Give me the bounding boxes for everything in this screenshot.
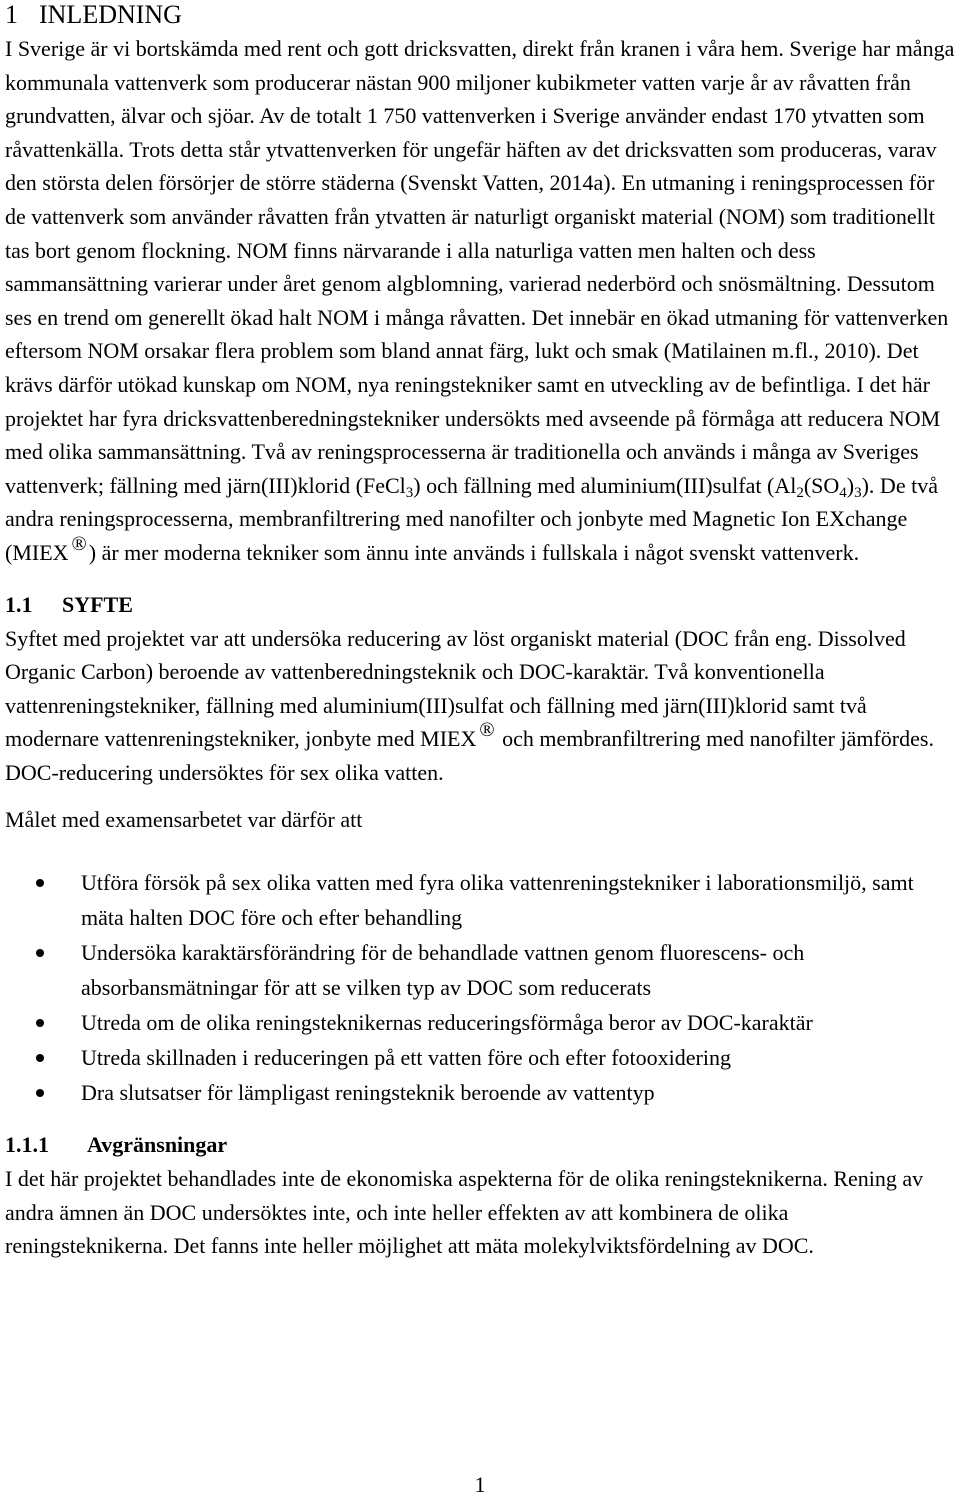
list-item: [5, 865, 955, 935]
intro-paragraph: [5, 32, 955, 570]
page-number: 1: [474, 1472, 486, 1497]
bullet-icon: [36, 1019, 44, 1027]
intro-text-5: ). De två andra reningsprocesserna, membranfiltrering med nanofilter och jonbyte med Magnetic Ion EXchange (MIEX: [5, 472, 938, 565]
list-item-text: Undersöka karaktärsförändring för de behandlade vattnen genom fluorescens- och absorbansmätningar för att se vilken typ av DOC som reducerats: [81, 940, 805, 1001]
goal-intro: Målet med examensarbetet var därför att: [5, 807, 363, 833]
subsection-number: 1.1: [5, 591, 33, 617]
subsection-heading: [5, 588, 955, 622]
registered-mark: ®: [479, 719, 495, 742]
purpose-text-1: Syftet med projektet var att undersöka reducering av löst organiskt material (DOC från eng. Dissolved Organic Carbon) beroende av vattenberedningsteknik och DOC-karaktär. Två konventionella vattenreningstekniker, fällning med aluminium(III)sulfat och fällning med järn(III)klorid samt två modernare vattenreningstekniker, jonbyte med MIEX: [5, 625, 906, 752]
list-item-text: Utföra försök på sex olika vatten med fyra olika vattenreningstekniker i laborationsmiljö, samt mäta halten DOC före och efter behandling: [81, 870, 914, 931]
document-page: [5, 0, 955, 1263]
list-item: [5, 1005, 955, 1040]
limitations-paragraph: I det här projektet behandlades inte de ekonomiska aspekterna för de olika reningsteknikerna. Rening av andra ämnen än DOC undersöktes inte, och inte heller effekten av att kombinera de olika reningsteknikerna. Det fanns inte heller möjlighet att mäta molekylviktsfördelning av DOC.: [5, 1166, 924, 1259]
list-item-text: Dra slutsatser för lämpligast reningsteknik beroende av vattentyp: [81, 1080, 655, 1106]
subscript: 4: [839, 484, 847, 501]
subscript: 2: [796, 484, 804, 501]
purpose-text-2: och membranfiltrering med nanofilter jämfördes. DOC-reducering undersöktes för sex olika vatten.: [5, 726, 934, 785]
subscript: 3: [405, 484, 414, 501]
section-number: 1: [5, 0, 18, 29]
bullet-icon: [36, 949, 44, 957]
intro-text-4: ): [846, 472, 855, 498]
list-item: [5, 1075, 955, 1110]
section-title: INLEDNING: [39, 0, 182, 29]
subsection-title: SYFTE: [62, 591, 133, 617]
intro-text-3: (SO: [803, 472, 840, 498]
registered-mark: ®: [71, 532, 87, 555]
list-item-text: Utreda om de olika reningsteknikernas reduceringsförmåga beror av DOC-karaktär: [81, 1010, 813, 1036]
list-item: [5, 935, 955, 1005]
subscript: 3: [854, 484, 862, 501]
bullet-icon: [36, 879, 44, 887]
subsubsection-number: 1.1.1: [5, 1132, 49, 1158]
bullet-icon: [36, 1089, 44, 1097]
goal-list: [5, 865, 955, 1110]
purpose-paragraph: [5, 622, 955, 790]
intro-text-1: I Sverige är vi bortskämda med rent och gott dricksvatten, direkt från kranen i våra hem. Sverige har många kommunala vattenverk som producerar nästan 900 miljoner kubikmeter vatten varje år av råvatten från grundvatten, älvar och sjöar. Av de totalt 1 750 vattenverken i Sverige använder endast 170 ytvatten som råvattenkälla. Trots detta står ytvattenverken för ungefär häften av det dricksvatten som produceras, varav den största delen försörjer de större städerna (Svenskt Vatten, 2014a). En utmaning i reningsprocessen för de vattenverk som använder råvatten från ytvatten är naturligt organiskt material (NOM) som traditionellt tas bort genom flockning. NOM finns närvarande i alla naturliga vatten men halten och dess sammansättning varierar under året genom algblomning, varierad nederbörd och snösmältning. Dessutom ses en trend om generellt ökad halt NOM i många råvatten. Det innebär en ökad utmaning för vattenverken eftersom NOM orsakar flera problem som bland annat färg, lukt och smak (Matilainen m.fl., 2010). Det krävs därför utökad kunskap om NOM, nya reningstekniker samt en utveckling av de befintliga. I det här projektet har fyra dricksvattenberedningstekniker undersökts med avseende på förmåga att reducera NOM med olika sammansättning. Två av reningsprocesserna är traditionella och används i många av Sveriges vattenverk; fällning med järn(III)klorid (FeCl: [5, 36, 955, 498]
intro-text-2: ) och fällning med aluminium(III)sulfat (Al: [413, 472, 797, 498]
subsubsection-heading: [5, 1128, 955, 1162]
section-heading: [5, 0, 955, 30]
list-item-text: Utreda skillnaden i reduceringen på ett vatten före och efter fotooxidering: [81, 1045, 731, 1071]
subsubsection-title: Avgränsningar: [87, 1132, 228, 1158]
list-item: [5, 1040, 955, 1075]
intro-text-6: ) är mer moderna tekniker som ännu inte används i fullskala i något svenskt vattenverk.: [88, 539, 860, 565]
bullet-icon: [36, 1054, 44, 1062]
